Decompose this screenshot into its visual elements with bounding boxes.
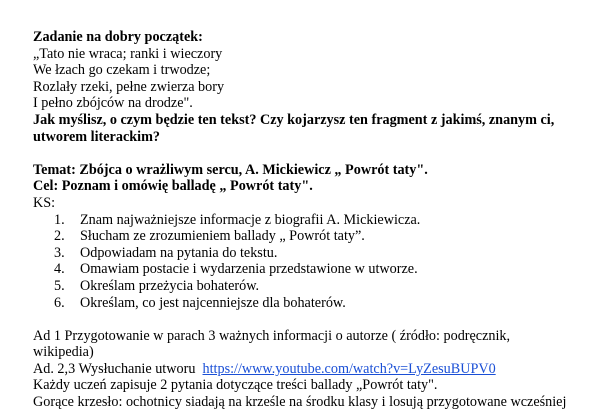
lesson-goal: Cel: Poznam i omówię balladę „ Powrót taty".	[33, 178, 313, 195]
ks-item	[54, 261, 593, 278]
ks-item-number: 6.	[54, 294, 65, 311]
ks-item-text: Odpowiadam na pytania do tekstu.	[80, 244, 278, 261]
intro-question-line-2: utworem literackim?	[33, 128, 160, 145]
poem-line-3: Rozlały rzeki, pełne zwierza bory	[33, 78, 225, 95]
ks-item	[54, 228, 593, 245]
ks-item-text: Określam, co jest najcenniejsze dla bohaterów.	[80, 294, 346, 311]
activity-ad1-line-2: wikipedia)	[33, 344, 94, 361]
ks-list	[33, 212, 593, 312]
activity-questions: Każdy uczeń zapisuje 2 pytania dotyczące treści ballady „Powrót taty".	[33, 377, 438, 394]
ks-item-text: Określam przeżycia bohaterów.	[80, 277, 260, 294]
poem-line-1: „Tato nie wraca; ranki i wieczory	[33, 45, 223, 62]
activity-ad23-text: Ad. 2,3 Wysłuchanie utworu	[33, 360, 196, 377]
ks-item-text: Słucham ze zrozumieniem ballady „ Powrót taty”.	[80, 228, 365, 245]
ks-item	[54, 212, 593, 229]
youtube-link[interactable]: https://www.youtube.com/watch?v=LyZesuBUPV0	[202, 360, 496, 377]
spacer	[33, 145, 593, 162]
activity-hot-seat: Gorące krzesło: ochotnicy siadają na krześle na środku klasy i losują przygotowane wcześniej	[33, 394, 567, 411]
activity-ad23	[33, 361, 593, 378]
document-page	[33, 29, 593, 411]
ks-item	[54, 295, 593, 312]
ks-item-text: Omawiam postacie i wydarzenia przedstawione w utworze.	[80, 261, 418, 278]
ks-item-number: 3.	[54, 244, 65, 261]
ks-label: KS:	[33, 194, 56, 211]
ks-item-number: 2.	[54, 228, 65, 245]
intro-heading: Zadanie na dobry początek:	[33, 29, 203, 45]
lesson-topic: Temat: Zbójca o wrażliwym sercu, A. Mickiewicz „ Powrót taty".	[33, 161, 428, 178]
ks-item-number: 4.	[54, 261, 65, 278]
ks-item-text: Znam najważniejsze informacje z biografii A. Mickiewicza.	[80, 211, 421, 228]
poem-line-4: I pełno zbójców na drodze".	[33, 95, 193, 112]
ks-item	[54, 278, 593, 295]
ks-item	[54, 245, 593, 262]
intro-question-line-1: Jak myślisz, o czym będzie ten tekst? Czy kojarzysz ten fragment z jakimś, znanym ci,	[33, 111, 555, 128]
activity-ad1-line-1: Ad 1 Przygotowanie w parach 3 ważnych informacji o autorze ( źródło: podręcznik,	[33, 327, 511, 344]
ks-item-number: 1.	[54, 211, 65, 228]
spacer	[33, 311, 593, 328]
ks-item-number: 5.	[54, 277, 65, 294]
poem-line-2: We łzach go czekam i trwodze;	[33, 62, 211, 79]
